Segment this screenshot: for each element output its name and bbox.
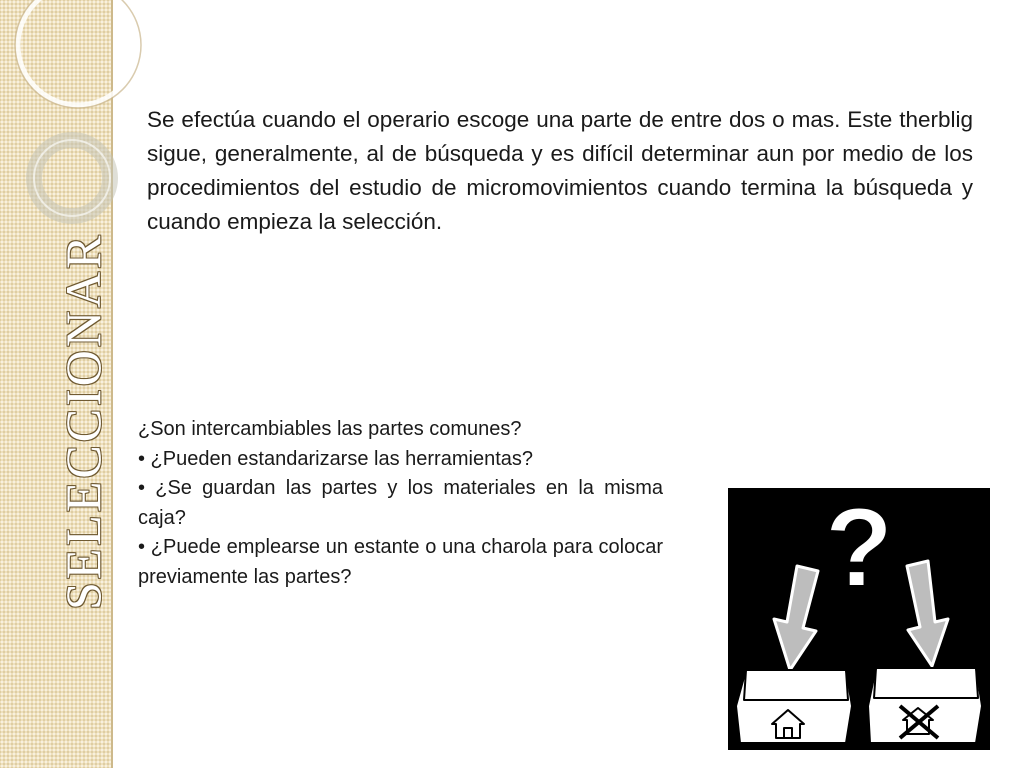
- main-paragraph: Se efectúa cuando el operario escoge una parte de entre dos o mas. Este therblig sigue, generalmente, al de búsqueda y es difícil determinar aun por medio de los procedimientos del estudio de micromovimientos cuando termina la búsqueda y cuando empieza la selección.: [147, 107, 973, 234]
- question-item: • ¿Puede emplearse un estante o una charola para colocar previamente las partes?: [138, 536, 663, 588]
- slide-title-vertical: SELECCIONAR: [55, 232, 111, 610]
- question-mark-boxes-icon: [728, 488, 990, 750]
- question-list: [138, 415, 663, 592]
- question-item: • ¿Se guardan las partes y los materiales en la misma caja?: [138, 477, 663, 529]
- question-item: ¿Son intercambiables las partes comunes?: [138, 418, 522, 440]
- selection-illustration: [728, 488, 990, 750]
- question-item: • ¿Pueden estandarizarse las herramientas?: [138, 447, 533, 470]
- question-symbol: ?: [824, 488, 894, 610]
